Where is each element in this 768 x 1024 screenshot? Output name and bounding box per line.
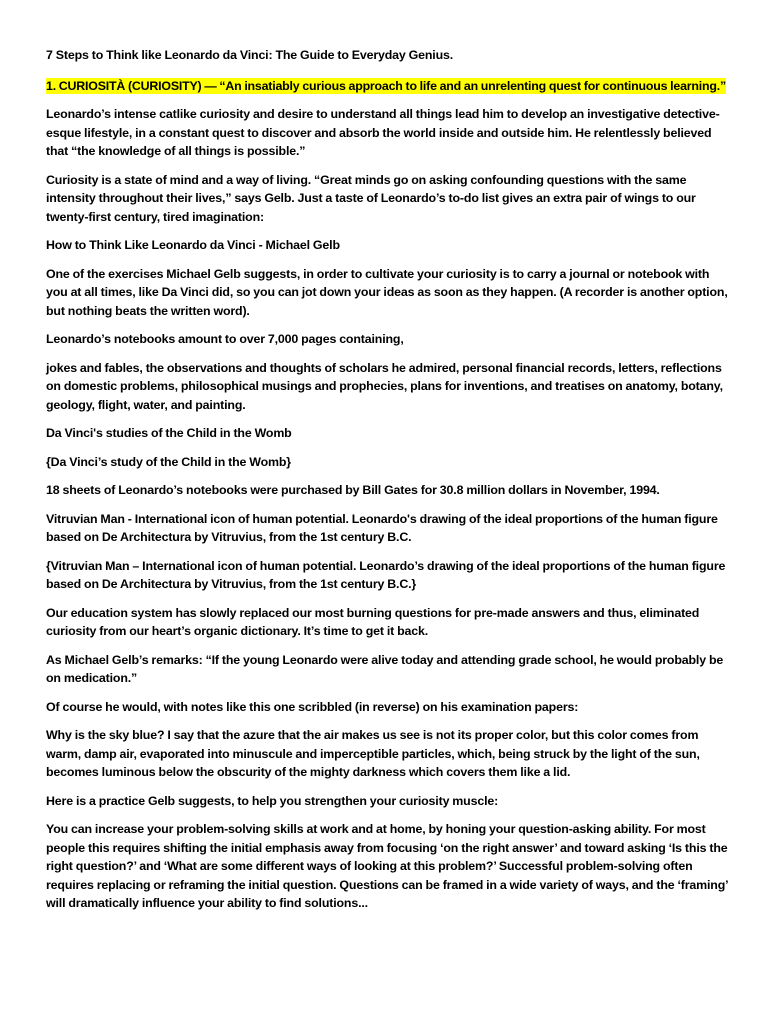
document-title: 7 Steps to Think like Leonardo da Vinci: The Guide to Everyday Genius. bbox=[46, 48, 454, 62]
caption-vitruvian-man-braced: {Vitruvian Man – International icon of human potential. Leonardo’s drawing of the ideal proportions of the human figure based on De Architectura by Vitruvius, from the 1st century B.C.} bbox=[46, 558, 726, 591]
paragraph-journal-exercise: One of the exercises Michael Gelb suggests, in order to cultivate your curiosity is to carry a journal or notebook with you at all times, like Da Vinci did, so you can jot down your ideas as soon as they happen. (A recorder is another option, but nothing beats the written word). bbox=[46, 266, 728, 318]
highlighted-heading-row bbox=[46, 77, 728, 96]
paragraph-notebooks-amount: Leonardo’s notebooks amount to over 7,000 pages containing, bbox=[46, 332, 404, 346]
paragraph-state-of-mind: Curiosity is a state of mind and a way of living. “Great minds go on asking confounding questions with the same intensity throughout their lives,” says Gelb. Just a taste of Leonardo’s to-do list gives an extra pair of wings to our twenty-first century, tired imagination: bbox=[46, 172, 696, 224]
paragraph-practice-intro: Here is a practice Gelb suggests, to help you strengthen your curiosity muscle: bbox=[46, 793, 499, 808]
subheading-how-to-think: How to Think Like Leonardo da Vinci - Michael Gelb bbox=[46, 238, 340, 252]
paragraph-notebooks-contents: jokes and fables, the observations and thoughts of scholars he admired, personal financial records, letters, reflections on domestic problems, philosophical musings and prophecies, plans for inventions, and treatises on anatomy, botany, geology, flight, water, and painting. bbox=[46, 360, 723, 412]
paragraph-gelb-remarks: As Michael Gelb’s remarks: “If the young Leonardo were alive today and attending grade school, he would probably be on medication.” bbox=[46, 652, 724, 685]
highlighted-heading: 1. CURIOSITÀ (CURIOSITY) — “An insatiably curious approach to life and an unrelenting quest for continuous learning.” bbox=[46, 78, 726, 93]
paragraph-education-system: Our education system has slowly replaced our most burning questions for pre-made answers and thus, eliminated curiosity from our heart’s organic dictionary. It’s time to get it back. bbox=[46, 605, 700, 638]
paragraph-problem-solving: You can increase your problem-solving skills at work and at home, by honing your question-asking ability. For most people this requires shifting the initial emphasis away from focusing ‘on the right answer’ and toward asking ‘Is this the right question?’ and ‘What are some different ways of looking at this problem?’ Successful problem-solving often requires replacing or reframing the initial question. Questions can be framed in a wide variety of ways, and the ‘framing’ will dramatically influence your ability to find solutions... bbox=[46, 822, 728, 910]
caption-child-in-womb-braced: {Da Vinci’s study of the Child in the Womb} bbox=[46, 454, 291, 469]
paragraph-examination-notes: Of course he would, with notes like this one scribbled (in reverse) on his examination papers: bbox=[46, 699, 579, 714]
paragraph-bill-gates: 18 sheets of Leonardo’s notebooks were purchased by Bill Gates for 30.8 million dollars in November, 1994. bbox=[46, 483, 660, 497]
caption-vitruvian-man: Vitruvian Man - International icon of human potential. Leonardo's drawing of the ideal proportions of the human figure based on De Architectura by Vitruvius, from the 1st century B.C. bbox=[46, 511, 718, 544]
caption-child-in-womb: Da Vinci's studies of the Child in the Womb bbox=[46, 426, 292, 440]
paragraph-curiosity-intro: Leonardo’s intense catlike curiosity and desire to understand all things lead him to develop an investigative detective-esque lifestyle, in a constant quest to discover and absorb the world inside and outside him. He relentlessly believed that “the knowledge of all things is possible.” bbox=[46, 107, 720, 158]
paragraph-sky-blue-quote: Why is the sky blue? I say that the azure that the air makes us see is not its proper color, but this color comes from warm, damp air, evaporated into minuscule and imperceptible particles, which, being struck by the light of the sun, becomes luminous below the obscurity of the mighty darkness which covers them like a lid. bbox=[46, 728, 700, 779]
